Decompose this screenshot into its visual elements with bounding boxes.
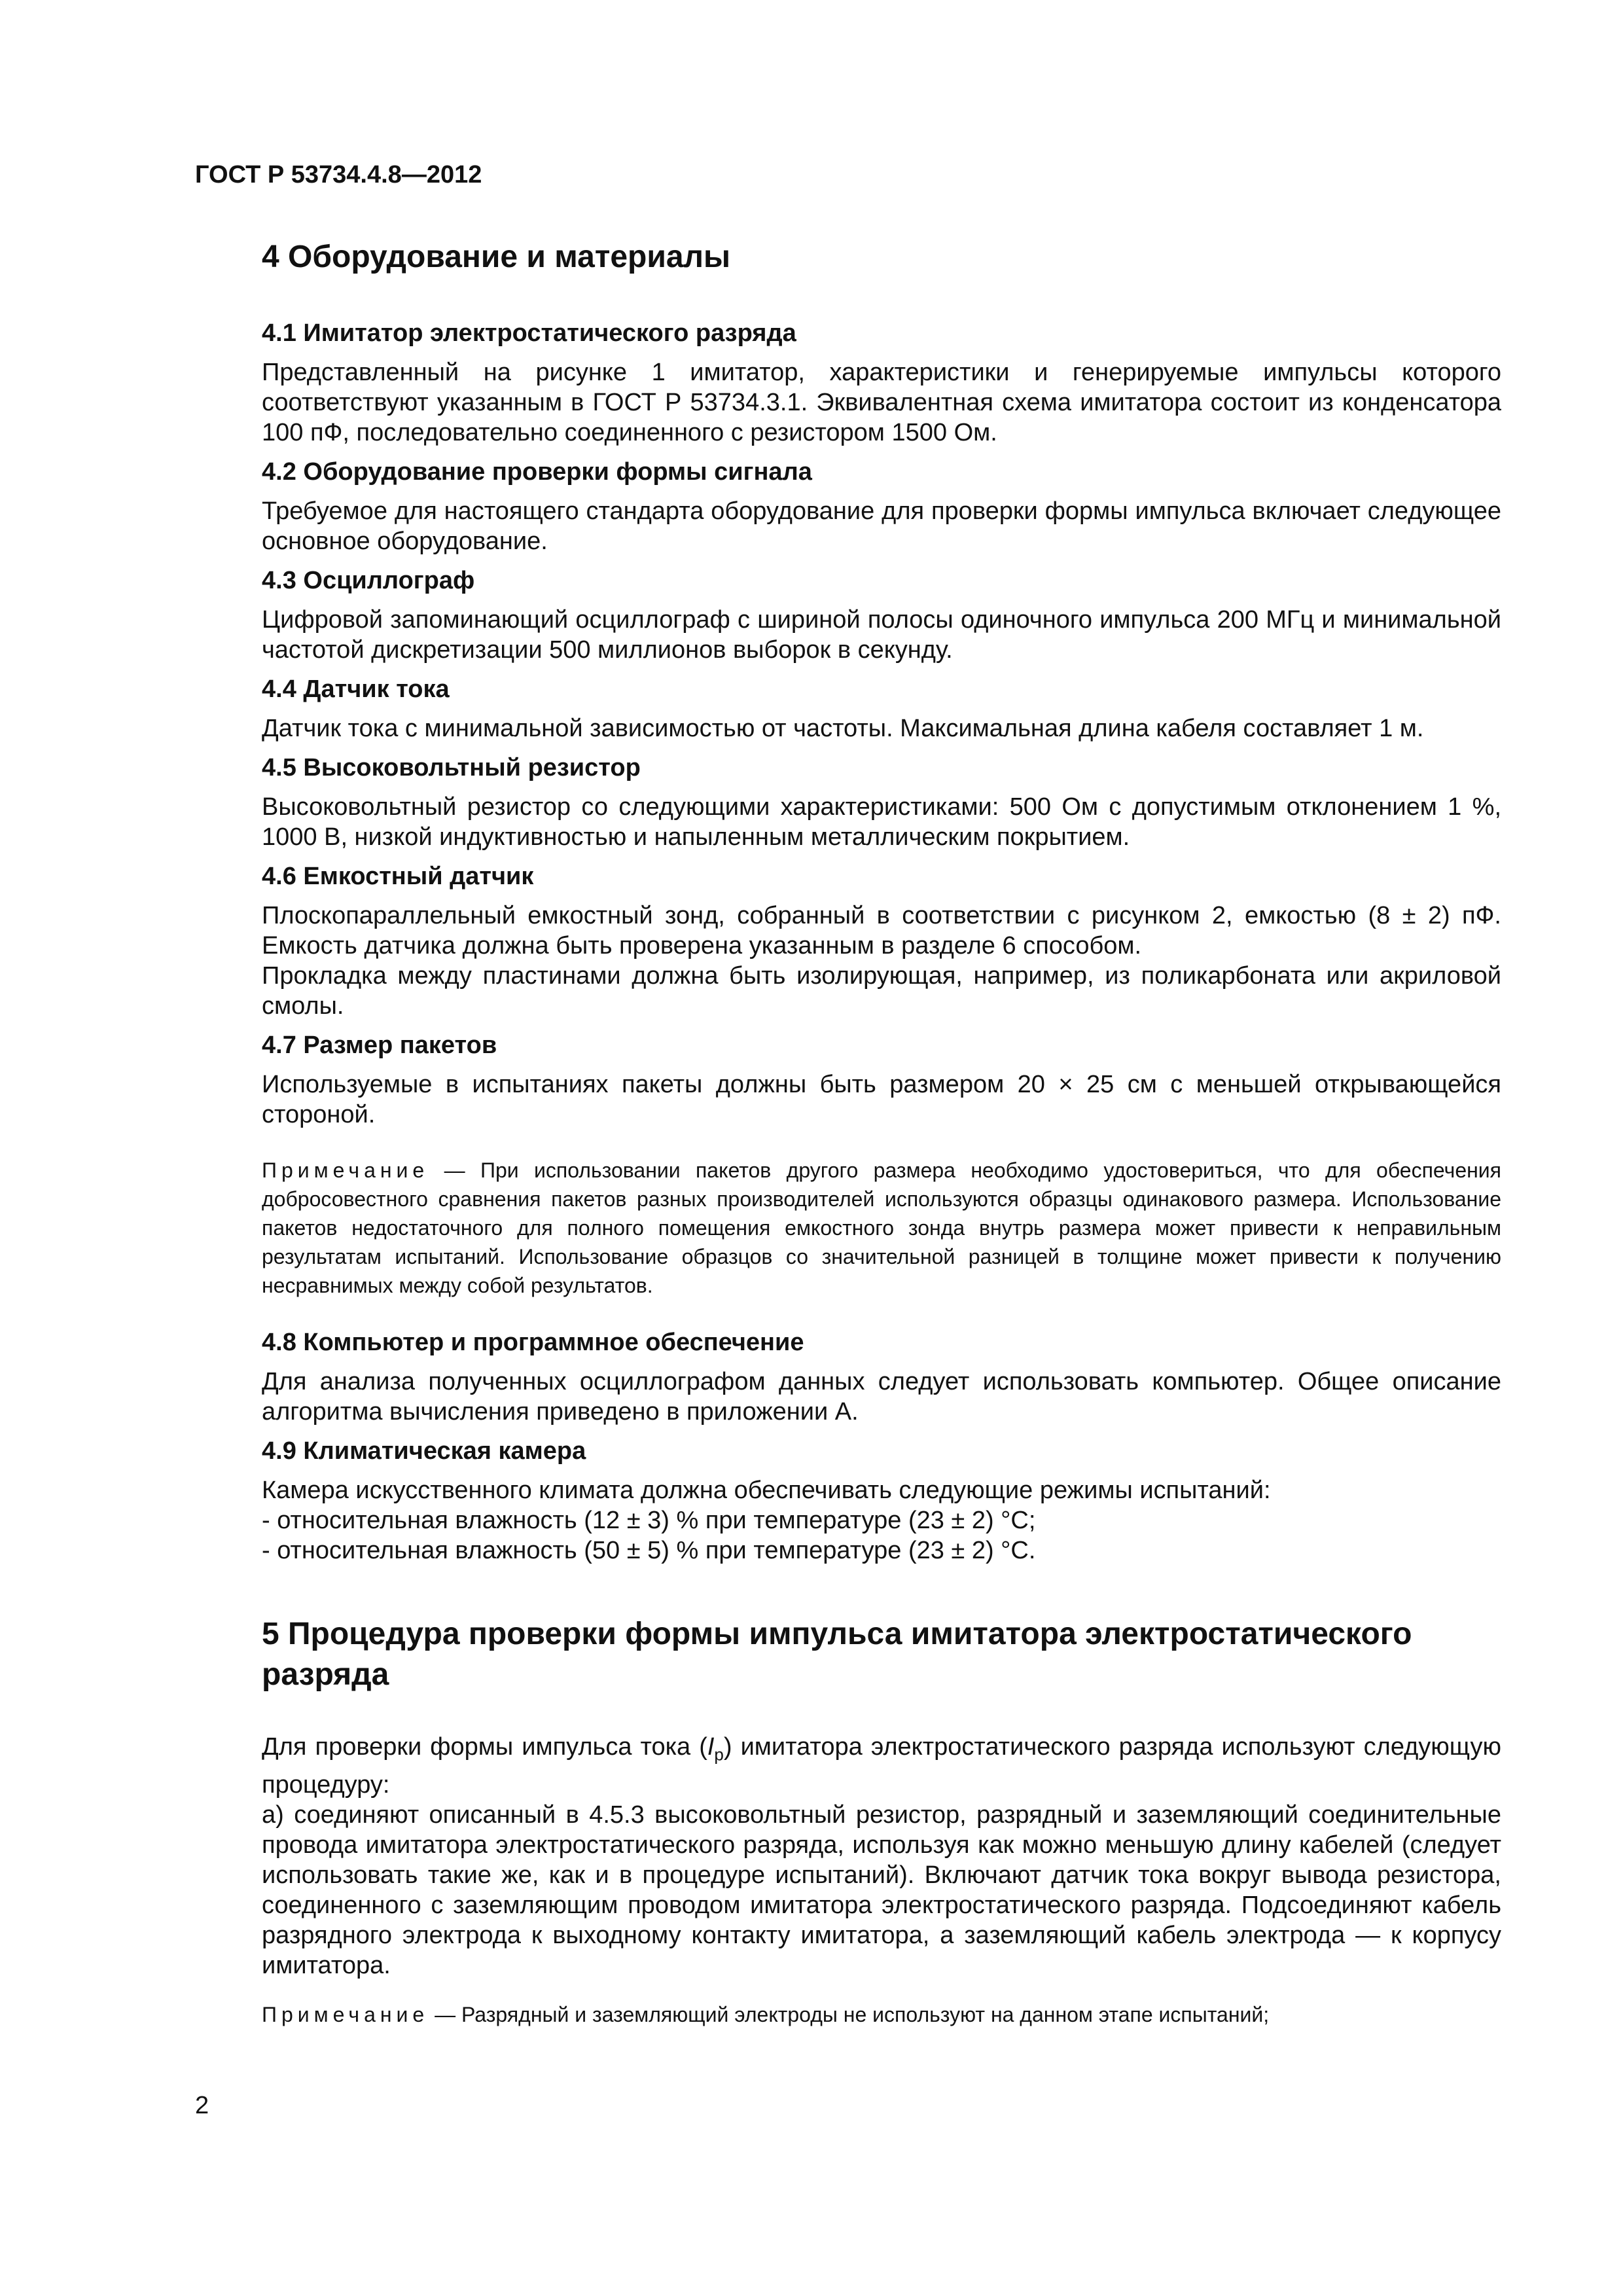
intro-text-start: Для проверки формы импульса тока (: [262, 1733, 707, 1761]
section-4-9-title: 4.9 Климатическая камера: [262, 1437, 586, 1465]
section-4-6-text-1: Плоскопараллельный емкостный зонд, собранный в соответствии с рисунком 2, емкостью (8 ± 2) пФ. Емкость датчика должна быть проверена указанным в разделе 6 способом.: [262, 902, 1501, 960]
section-5-step-a: а) соединяют описанный в 4.5.3 высоковольтный резистор, разрядный и заземляющий соединительные провода имитатора электростатического разряда, используя как можно меньшую длину кабелей (следует использовать такие же, как и в процедуре испытаний). Включают датчик тока вокруг вывода резистора, соединенного с заземляющим проводом имитатора электростатического разряда. Подсоединяют кабель разрядного электрода к выходному контакту имитатора, а заземляющий кабель электрода — к корпусу имитатора.: [262, 1801, 1501, 1979]
section-5-note: [262, 2000, 1501, 2029]
section-4-2-title: 4.2 Оборудование проверки формы сигнала: [262, 458, 812, 486]
list-item: - относительная влажность (50 ± 5) % при температуре (23 ± 2) °С.: [262, 1537, 1036, 1564]
section-4-4-text: Датчик тока с минимальной зависимостью от частоты. Максимальная длина кабеля составляет 1 м.: [262, 715, 1424, 742]
section-4-8-text: Для анализа полученных осциллографом данных следует использовать компьютер. Общее описание алгоритма вычисления приведено в приложении А.: [262, 1368, 1501, 1426]
section-4-2-text: Требуемое для настоящего стандарта оборудование для проверки формы импульса включает следующее основное оборудование.: [262, 497, 1501, 555]
list-item: - относительная влажность (12 ± 3) % при температуре (23 ± 2) °С;: [262, 1507, 1036, 1534]
section-4-7-text: Используемые в испытаниях пакеты должны быть размером 20 × 25 см с меньшей открывающейся стороной.: [262, 1071, 1501, 1128]
section-4-4-title: 4.4 Датчик тока: [262, 675, 450, 703]
current-symbol: I: [707, 1733, 715, 1761]
section-4-6-title: 4.6 Емкостный датчик: [262, 863, 534, 890]
note-label: Примечание: [262, 1158, 429, 1182]
current-subscript: p: [714, 1744, 724, 1765]
page-content: [262, 223, 1501, 2029]
section-4-1-text: Представленный на рисунке 1 имитатор, характеристики и генерируемые импульсы которого соответствуют указанным в ГОСТ Р 53734.3.1. Эквивалентная схема имитатора состоит из конденсатора 100 пФ, последовательно соединенного с резистором 1500 Ом.: [262, 359, 1501, 446]
section-4-3-text: Цифровой запоминающий осциллограф с шириной полосы одиночного импульса 200 МГц и минимальной частотой дискретизации 500 миллионов выборок в секунду.: [262, 606, 1501, 664]
note-label: Примечание: [262, 2002, 429, 2026]
note-text: — Разрядный и заземляющий электроды не используют на данном этапе испытаний;: [429, 2002, 1270, 2026]
page-number: 2: [195, 2092, 209, 2119]
section-4-9-text: Камера искусственного климата должна обеспечивать следующие режимы испытаний:: [262, 1477, 1271, 1504]
section-4-5-text: Высоковольтный резистор со следующими характеристиками: 500 Ом с допустимым отклонением 1 %, 1000 В, низкой индуктивностью и напыленным металлическим покрытием.: [262, 793, 1501, 851]
section-4-1-title: 4.1 Имитатор электростатического разряда: [262, 319, 796, 347]
section-4-3-title: 4.3 Осциллограф: [262, 567, 475, 594]
section-4-6-text-2: Прокладка между пластинами должна быть изолирующая, например, из поликарбоната или акриловой смолы.: [262, 962, 1501, 1020]
standard-header: ГОСТ Р 53734.4.8—2012: [195, 161, 482, 188]
intro-text-end: ) имитатора электростатического разряда используют следующую процедуру:: [262, 1733, 1501, 1799]
section-4-7-note: [262, 1156, 1501, 1300]
section-5-intro: [262, 1732, 1501, 1800]
section-5-title: 5 Процедура проверки формы импульса имитатора электростатического разряда: [262, 1617, 1412, 1692]
note-text: — При использовании пакетов другого размера необходимо удостовериться, что для обеспечения добросовестного сравнения пакетов разных производителей используются образцы одинакового размера. Использование пакетов недостаточного для полного помещения емкостного зонда внутрь размера может привести к неправильным результатам испытаний. Использование образцов со значительной разницей в толщине может привести к получению несравнимых между собой результатов.: [262, 1158, 1501, 1297]
section-4-8-title: 4.8 Компьютер и программное обеспечение: [262, 1329, 804, 1356]
section-4-title: 4 Оборудование и материалы: [262, 240, 731, 274]
section-4-7-title: 4.7 Размер пакетов: [262, 1031, 497, 1059]
section-4-5-title: 4.5 Высоковольтный резистор: [262, 754, 641, 781]
